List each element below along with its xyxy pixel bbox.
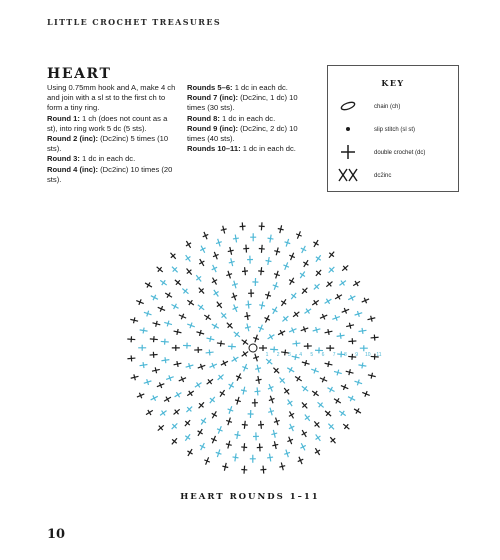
stitch-mark	[286, 365, 296, 374]
stitch-mark	[183, 433, 193, 443]
instruction-paragraph: Round 3: 1 dc in each dc.	[47, 154, 136, 164]
stitch-mark	[283, 449, 291, 458]
stitch-mark	[336, 332, 345, 339]
stitch-mark	[203, 313, 213, 322]
stitch-mark	[333, 369, 342, 377]
double-crochet-icon	[336, 144, 360, 160]
stitch-mark	[232, 453, 239, 462]
stitch-mark	[214, 300, 224, 310]
stitch-mark	[225, 417, 233, 426]
stitch-mark	[196, 329, 205, 337]
stitch-mark	[186, 321, 196, 329]
stitch-mark	[254, 387, 261, 396]
stitch-mark	[170, 302, 180, 311]
stitch-mark	[241, 443, 248, 452]
stitch-mark	[216, 425, 225, 435]
stitch-mark	[149, 352, 157, 359]
stitch-mark	[258, 245, 265, 254]
stitch-mark	[206, 335, 215, 343]
stitch-mark	[226, 405, 234, 415]
stitch-mark	[287, 410, 296, 420]
stitch-mark	[258, 301, 266, 310]
stitch-mark	[358, 362, 367, 369]
stitch-mark	[358, 327, 367, 334]
stitch-mark	[186, 298, 196, 308]
stitch-mark	[178, 375, 188, 384]
stitch-mark	[231, 303, 240, 313]
stitch-mark	[332, 396, 342, 405]
instruction-paragraph: Using 0.75mm hook and A, make 4 ch and join with a sl st to the first ch to form a tiny ring.	[47, 83, 176, 113]
stitch-mark	[367, 315, 376, 323]
stitch-mark	[139, 362, 148, 369]
stitch-mark	[258, 421, 265, 430]
stitch-mark	[144, 280, 154, 289]
stitch-mark	[234, 372, 243, 382]
stitch-mark	[180, 286, 190, 296]
stitch-mark	[197, 258, 206, 268]
stitch-mark	[143, 378, 152, 386]
stitch-mark	[193, 380, 203, 389]
stitch-mark	[244, 323, 252, 332]
stitch-mark	[232, 330, 242, 340]
stitch-mark	[170, 265, 180, 275]
stitch-mark	[152, 320, 161, 328]
stitch-mark	[277, 328, 287, 337]
stitch-mark	[327, 265, 337, 275]
stitch-mark	[183, 253, 193, 263]
stitch-mark	[264, 291, 272, 300]
stitch-mark	[323, 409, 333, 419]
stitch-mark	[203, 456, 212, 466]
stitch-mark	[258, 222, 265, 230]
stitch-mark	[287, 276, 296, 286]
stitch-mark	[239, 222, 246, 230]
stitch-mark	[266, 332, 276, 341]
stitch-mark	[311, 239, 320, 249]
stitch-mark	[252, 399, 258, 407]
round-number-label: 7	[332, 352, 336, 358]
stitch-mark	[345, 368, 354, 376]
stitch-mark	[334, 292, 344, 301]
stitch-mark	[300, 325, 310, 333]
stitch-key-box: KEY chain (ch) slip stitch (sl st) double crochet (dc) dc2inc	[327, 65, 459, 192]
stitch-mark	[240, 386, 248, 395]
stitch-mark	[324, 279, 334, 289]
running-head: LITTLE CROCHET TREASURES	[47, 17, 222, 27]
stitch-mark	[301, 359, 310, 367]
stitch-mark	[312, 282, 322, 292]
stitch-mark	[258, 267, 265, 276]
stitch-mark	[287, 423, 296, 433]
stitch-mark	[273, 417, 281, 426]
stitch-mark	[241, 465, 248, 473]
stitch-mark	[300, 400, 310, 410]
stitch-mark	[240, 337, 250, 347]
stitch-mark	[292, 340, 301, 347]
stitch-mark	[195, 427, 204, 437]
stitch-mark	[266, 383, 275, 393]
stitch-mark	[302, 413, 312, 423]
stitch-mark	[286, 436, 295, 446]
stitch-mark	[210, 410, 219, 420]
stitch-mark	[271, 441, 279, 450]
stitch-mark	[370, 334, 378, 341]
stitch-mark	[361, 296, 371, 305]
stitch-mark	[234, 431, 241, 440]
stitch-mark	[184, 239, 193, 249]
stitch-mark	[230, 292, 238, 302]
stitch-mark	[155, 265, 165, 275]
stitch-mark	[199, 416, 208, 426]
stitch-mark	[260, 465, 267, 473]
stitch-mark	[172, 407, 182, 417]
round-number-label: 10	[365, 352, 371, 358]
stitch-mark	[299, 442, 308, 452]
stitch-mark	[252, 334, 260, 343]
stitch-mark	[324, 328, 333, 336]
stitch-mark	[313, 433, 323, 443]
stitch-mark	[271, 366, 281, 376]
stitch-mark	[197, 363, 207, 371]
stitch-mark	[303, 306, 313, 315]
stitch-mark	[268, 395, 276, 405]
stitch-mark	[234, 396, 242, 405]
stitch-mark	[300, 429, 309, 439]
stitch-mark	[280, 314, 290, 324]
stitch-mark	[201, 231, 210, 241]
stitch-mark	[247, 256, 253, 264]
crochet-round-chart	[108, 216, 398, 481]
stitch-mark	[163, 395, 173, 404]
stitch-mark	[301, 259, 310, 269]
stitch-mark	[198, 442, 207, 452]
stitch-mark	[278, 462, 286, 471]
key-title: KEY	[381, 78, 405, 88]
stitch-mark	[295, 230, 304, 240]
stitch-mark	[296, 456, 305, 466]
stitch-mark	[138, 345, 146, 351]
stitch-mark	[156, 381, 166, 390]
round-number-label: 3	[288, 352, 291, 358]
stitch-mark	[157, 305, 167, 314]
stitch-mark	[215, 238, 223, 247]
stitch-mark	[242, 267, 249, 276]
stitch-mark	[228, 258, 236, 267]
stitch-mark	[210, 322, 220, 331]
stitch-mark	[170, 421, 180, 431]
stitch-mark	[304, 343, 312, 349]
stitch-mark	[156, 423, 166, 433]
round-number-label: 6	[321, 352, 325, 358]
stitch-mark	[310, 389, 320, 399]
stitch-mark	[210, 276, 219, 286]
stitch-mark	[194, 347, 202, 353]
stitch-mark	[225, 321, 235, 331]
round-number-label: 8	[344, 352, 347, 358]
stitch-mark	[259, 345, 267, 351]
chart-caption: HEART ROUNDS 1–11	[180, 492, 320, 502]
stitch-mark	[143, 310, 152, 318]
stitch-mark	[178, 312, 188, 321]
stitch-mark	[348, 338, 356, 345]
round-number-label: 4	[299, 352, 302, 358]
stitch-mark	[219, 311, 229, 321]
stitch-mark	[248, 289, 254, 297]
stitch-mark	[326, 422, 336, 432]
stitch-mark	[346, 322, 355, 330]
stitch-mark	[254, 364, 262, 373]
stitch-mark	[173, 278, 183, 288]
stitch-mark	[149, 394, 159, 403]
stitch-mark	[232, 234, 239, 243]
stitch-mark	[327, 250, 337, 260]
stitch-mark	[194, 273, 204, 283]
stitch-mark	[228, 343, 236, 350]
stitch-mark	[230, 355, 240, 364]
stitch-mark	[168, 251, 178, 261]
stitch-mark	[227, 246, 235, 255]
stitch-mark	[271, 281, 279, 291]
instruction-paragraph: Rounds 5–6: 1 dc in each dc.	[187, 83, 288, 92]
stitch-mark	[164, 290, 174, 299]
dc2inc-icon	[336, 167, 360, 183]
stitch-mark	[255, 375, 262, 384]
stitch-mark	[319, 312, 329, 321]
stitch-mark	[250, 455, 256, 463]
stitch-mark	[185, 362, 194, 370]
instruction-paragraph: Round 4 (inc): (Dc2inc) 10 times (20 sts).	[47, 164, 173, 184]
stitch-mark	[196, 286, 206, 296]
instructions-column-2	[187, 83, 312, 154]
stitch-mark	[267, 234, 274, 243]
stitch-mark	[151, 366, 160, 374]
stitch-mark	[173, 360, 182, 368]
stitch-mark	[267, 407, 275, 416]
stitch-mark	[184, 404, 194, 414]
stitch-mark	[360, 345, 368, 351]
stitch-mark	[312, 419, 322, 429]
stitch-mark	[150, 336, 159, 343]
stitch-mark	[172, 345, 180, 351]
stitch-mark	[291, 309, 301, 319]
stitch-mark	[347, 394, 357, 403]
stitch-mark	[231, 280, 239, 289]
round-number-label: 9	[355, 352, 358, 358]
stitch-mark	[298, 270, 307, 280]
stitch-mark	[282, 386, 292, 396]
stitch-mark	[243, 244, 250, 252]
stitch-mark	[218, 388, 227, 398]
instruction-paragraph: Rounds 10–11: 1 dc in each dc.	[187, 144, 296, 154]
stitch-mark	[282, 261, 291, 271]
stitch-mark	[289, 291, 299, 301]
stitch-mark	[361, 390, 371, 399]
stitch-mark	[241, 421, 248, 430]
stitch-mark	[161, 357, 170, 364]
stitch-mark	[196, 400, 206, 410]
stitch-mark	[288, 326, 298, 335]
stitch-mark	[293, 374, 303, 383]
stitch-mark	[257, 323, 266, 333]
stitch-mark	[311, 298, 321, 308]
stitch-mark	[326, 345, 334, 351]
stitch-mark	[340, 263, 350, 273]
stitch-mark	[225, 440, 233, 449]
stitch-mark	[270, 305, 279, 315]
stitch-mark	[165, 374, 175, 382]
stitch-mark	[173, 390, 183, 399]
stitch-mark	[135, 298, 145, 307]
stitch-mark	[257, 443, 264, 451]
stitch-mark	[283, 238, 291, 247]
stitch-mark	[198, 244, 207, 254]
stitch-mark	[158, 408, 168, 418]
stitch-mark	[212, 251, 221, 261]
stitch-mark	[285, 398, 294, 408]
stitch-mark	[211, 288, 220, 298]
instruction-paragraph: Round 1: 1 ch (does not count as a st), into ring work 5 dc (5 sts).	[47, 113, 168, 133]
pattern-title: HEART	[47, 66, 112, 82]
stitch-mark	[324, 360, 333, 368]
stitch-mark	[210, 264, 219, 274]
stitch-mark	[219, 359, 229, 368]
stitch-mark	[139, 327, 148, 334]
stitch-mark	[227, 381, 236, 391]
stitch-mark	[208, 361, 218, 370]
stitch-mark	[221, 462, 229, 471]
stitch-mark	[185, 448, 194, 458]
stitch-mark	[127, 355, 135, 362]
stitch-mark	[205, 349, 214, 356]
stitch-mark	[310, 366, 320, 374]
stitch-mark	[312, 326, 321, 334]
stitch-mark	[149, 293, 159, 302]
slip-stitch-icon	[336, 121, 360, 137]
instructions-column-1	[47, 83, 179, 185]
stitch-mark	[207, 395, 217, 405]
stitch-mark	[217, 340, 226, 347]
stitch-mark	[252, 278, 258, 286]
chain-icon	[336, 98, 360, 114]
stitch-mark	[252, 353, 260, 362]
stitch-mark	[136, 391, 146, 400]
stitch-mark	[328, 435, 338, 445]
stitch-mark	[130, 316, 139, 324]
stitch-mark	[263, 314, 272, 324]
stitch-mark	[326, 385, 336, 394]
instruction-paragraph: Round 7 (inc): (Dc2inc, 1 dc) 10 times (30 sts).	[187, 93, 298, 113]
stitch-mark	[341, 307, 351, 316]
stitch-mark	[340, 383, 350, 392]
stitch-mark	[205, 377, 215, 387]
instruction-paragraph: Round 2 (inc): (Dc2inc) 5 times (10 sts).	[47, 134, 169, 154]
stitch-mark	[144, 408, 154, 417]
stitch-mark	[273, 247, 281, 256]
stitch-mark	[353, 406, 363, 415]
round-number-label: 11	[376, 352, 382, 358]
stitch-mark	[183, 342, 191, 348]
stitch-mark	[347, 293, 357, 302]
stitch-mark	[277, 375, 287, 385]
stitch-mark	[300, 384, 310, 394]
stitch-mark	[184, 267, 194, 277]
stitch-mark	[354, 310, 363, 318]
stitch-mark	[319, 375, 329, 384]
stitch-mark	[341, 422, 351, 432]
stitch-mark	[300, 286, 310, 296]
stitch-mark	[352, 279, 362, 288]
stitch-mark	[270, 429, 278, 438]
stitch-mark	[313, 447, 322, 457]
instruction-paragraph: Round 9 (inc): (Dc2inc, 2 dc) 10 times (40 sts).	[187, 123, 298, 144]
stitch-mark	[247, 410, 253, 418]
stitch-mark	[253, 432, 259, 440]
stitch-mark	[163, 320, 172, 328]
stitch-mark	[267, 453, 274, 462]
stitch-mark	[159, 278, 169, 288]
stitch-mark	[314, 268, 324, 278]
stitch-mark	[331, 314, 341, 322]
stitch-mark	[240, 349, 250, 359]
stitch-mark	[250, 233, 256, 241]
instruction-paragraph: Round 8: 1 dc in each dc.	[187, 113, 276, 123]
round-number-label: 1	[265, 352, 269, 358]
stitch-mark	[130, 373, 139, 381]
stitch-mark	[127, 336, 135, 343]
stitch-mark	[161, 338, 169, 345]
stitch-mark	[273, 270, 281, 279]
stitch-mark	[277, 225, 285, 234]
page-number: 10	[47, 527, 66, 542]
round-number-label: 5	[310, 352, 314, 358]
stitch-mark	[241, 363, 250, 373]
stitch-mark	[170, 436, 180, 446]
stitch-mark	[245, 300, 252, 309]
stitch-mark	[354, 378, 363, 386]
stitch-mark	[279, 298, 288, 308]
stitch-mark	[299, 244, 308, 254]
stitch-mark	[288, 252, 297, 262]
stitch-mark	[244, 312, 251, 321]
stitch-mark	[215, 449, 223, 458]
stitch-mark	[265, 257, 272, 266]
stitch-mark	[183, 418, 193, 428]
round-number-label: 2	[276, 352, 280, 358]
stitch-mark	[210, 435, 219, 445]
stitch-mark	[367, 372, 376, 380]
stitch-mark	[225, 270, 233, 279]
stitch-mark	[323, 297, 333, 306]
stitch-mark	[173, 328, 182, 336]
starting-ring	[249, 344, 257, 352]
stitch-mark	[216, 372, 226, 382]
stitch-mark	[316, 400, 326, 410]
stitch-mark	[338, 278, 348, 288]
stitch-mark	[338, 409, 348, 419]
stitch-mark	[220, 225, 228, 234]
stitch-mark	[264, 357, 274, 367]
stitch-mark	[196, 302, 206, 312]
stitch-mark	[186, 389, 196, 399]
stitch-mark	[314, 254, 324, 264]
